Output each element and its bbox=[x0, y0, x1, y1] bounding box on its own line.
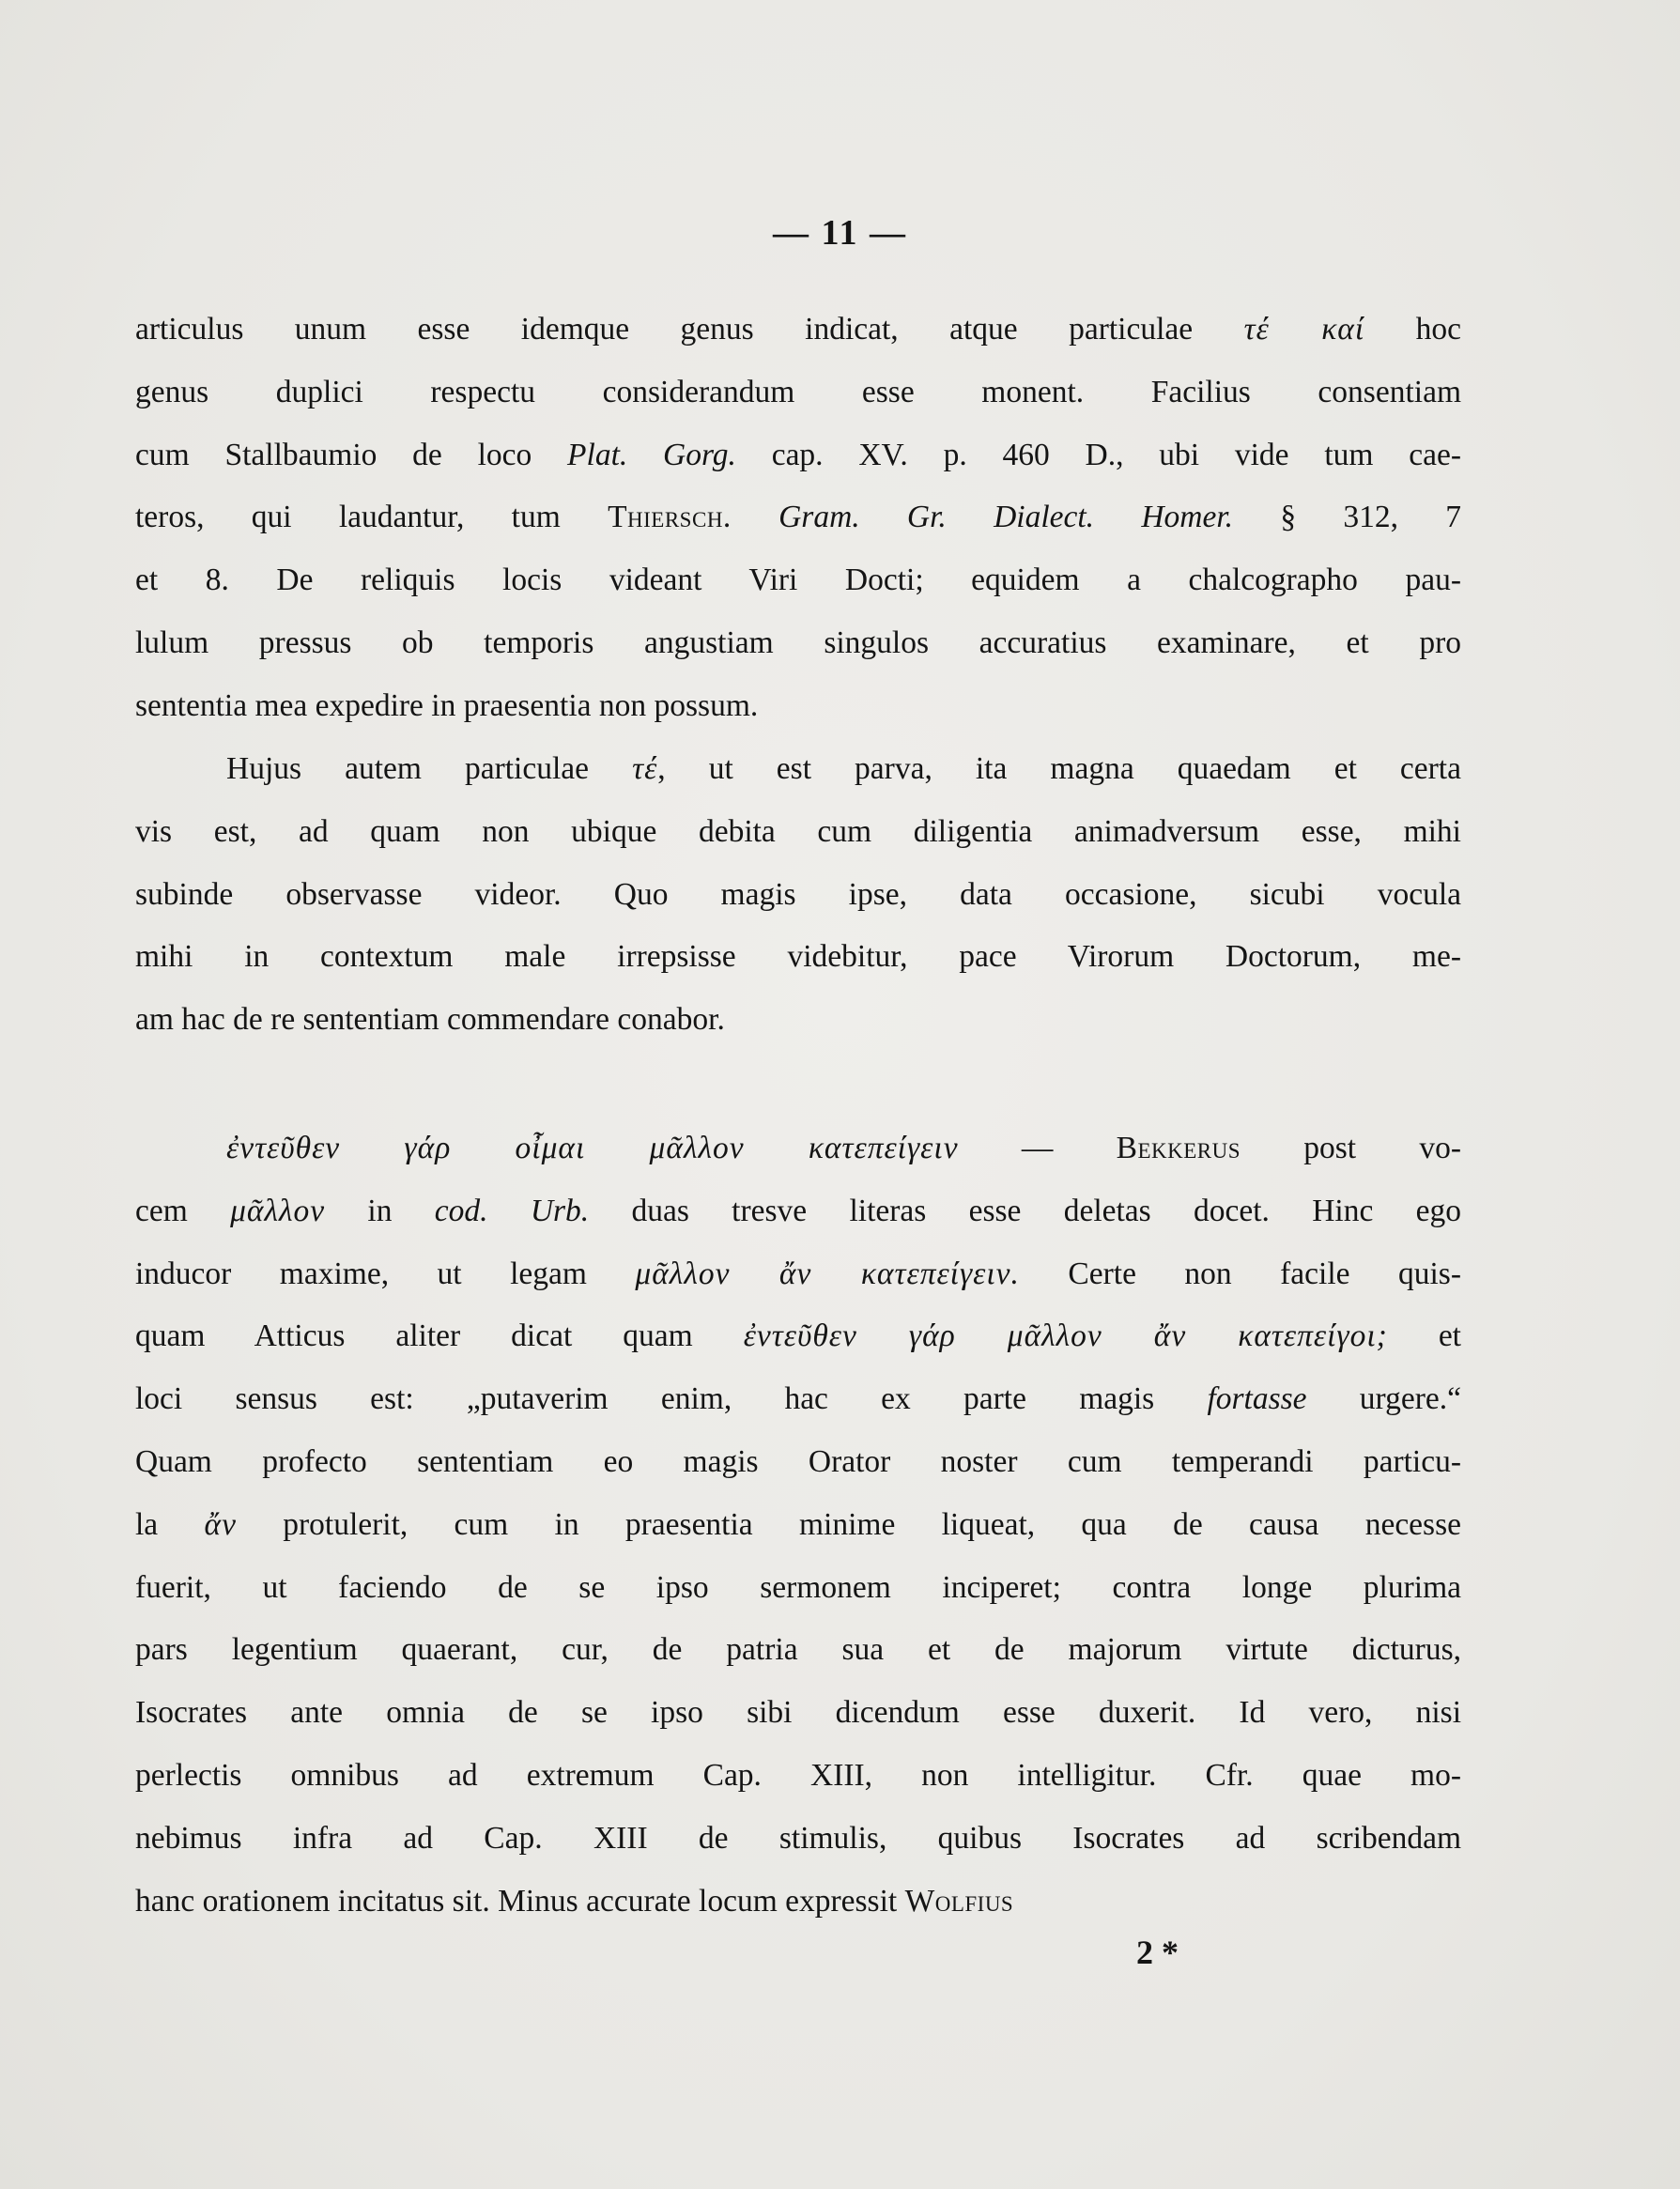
greek-text: ἐντεῦθεν γάρ μᾶλλον ἄν κατεπείγοι; bbox=[743, 1318, 1388, 1354]
text-segment: inducor maxime, ut legam bbox=[135, 1256, 636, 1291]
greek-text: ἄν bbox=[204, 1506, 237, 1542]
text-segment: cum Stallbaumio de loco bbox=[135, 437, 568, 472]
text-line bbox=[135, 801, 1461, 864]
text-segment: hanc orationem incitatus sit. Minus accurate locum expressit bbox=[135, 1883, 905, 1919]
text-segment: duas tresve literas esse deletas docet. Hinc ego bbox=[589, 1193, 1461, 1228]
text-segment: , ut est parva, ita magna quaedam et certa bbox=[657, 751, 1461, 786]
text-line bbox=[135, 549, 1461, 612]
text-segment: sententia mea expedire in praesentia non possum. bbox=[135, 687, 759, 723]
text-segment: perlectis omnibus ad extremum Cap. XIII, non intelligitur. Cfr. quae mo- bbox=[135, 1757, 1461, 1793]
text-segment: et 8. De reliquis locis videant Viri Docti; equidem a chalcographo pau- bbox=[135, 563, 1461, 598]
greek-text: ἐντεῦθεν γάρ οἶμαι μᾶλλον κατεπείγειν bbox=[226, 1131, 959, 1165]
text-line bbox=[135, 1431, 1461, 1494]
text-segment: post vo- bbox=[1241, 1131, 1462, 1165]
italic-text: fortasse bbox=[1207, 1381, 1307, 1417]
text-line bbox=[135, 1368, 1461, 1431]
text-line bbox=[135, 299, 1461, 362]
italic-text: cod. Urb. bbox=[434, 1193, 590, 1228]
text-segment: genus duplici respectu considerandum esse monent. Facilius consentiam bbox=[135, 374, 1461, 409]
text-line bbox=[135, 1682, 1461, 1745]
author-name: Thiersch. bbox=[608, 500, 732, 535]
greek-text: μᾶλλον ἄν κατεπείγειν. bbox=[635, 1256, 1020, 1291]
paragraph-1 bbox=[135, 299, 1461, 738]
text-line bbox=[135, 1745, 1461, 1808]
text-line bbox=[135, 675, 1461, 738]
text-segment: mihi in contextum male irrepsisse videbitur, pace Virorum Doctorum, me- bbox=[135, 939, 1461, 975]
page-number-header: — 11 — bbox=[773, 213, 907, 253]
text-line bbox=[135, 989, 1461, 1052]
text-line bbox=[135, 1871, 1461, 1934]
text-segment: fuerit, ut faciendo de se ipso sermonem inciperet; contra longe plurima bbox=[135, 1569, 1461, 1605]
text-segment: loci sensus est: „putaverim enim, hac ex parte magis bbox=[135, 1381, 1208, 1417]
text-segment: Certe non facile quis- bbox=[1019, 1256, 1461, 1291]
text-line bbox=[135, 864, 1461, 927]
greek-text: τέ καί bbox=[1243, 312, 1365, 347]
text-line bbox=[135, 1557, 1461, 1620]
text-line bbox=[135, 612, 1461, 675]
text-segment: subinde observasse videor. Quo magis ipse, data occasione, sicubi vocula bbox=[135, 876, 1461, 912]
text-segment: articulus unum esse idemque genus indicat, atque particulae bbox=[135, 312, 1244, 347]
text-segment: hoc bbox=[1364, 312, 1461, 347]
paragraph-3 bbox=[135, 1118, 1461, 1933]
text-segment: teros, qui laudantur, tum bbox=[135, 500, 609, 535]
signature-mark: 2 * bbox=[1136, 1934, 1179, 1971]
text-segment: am hac de re sententiam commendare conabor. bbox=[135, 1002, 725, 1038]
text-segment: et bbox=[1387, 1318, 1461, 1354]
text-segment: in bbox=[325, 1193, 435, 1228]
text-segment bbox=[732, 500, 778, 534]
text-line bbox=[135, 486, 1461, 549]
text-line bbox=[135, 1494, 1461, 1557]
text-segment: quam Atticus aliter dicat quam bbox=[135, 1318, 744, 1354]
paragraph-2 bbox=[135, 738, 1461, 1052]
greek-text: τέ bbox=[632, 751, 658, 786]
text-segment: — bbox=[958, 1131, 1117, 1165]
author-name: Bekkerus bbox=[1116, 1131, 1241, 1165]
text-segment: vis est, ad quam non ubique debita cum diligentia animadversum esse, mihi bbox=[135, 813, 1461, 849]
text-segment: lulum pressus ob temporis angustiam singulos accuratius examinare, et pro bbox=[135, 624, 1461, 660]
text-line bbox=[135, 926, 1461, 989]
text-segment: protulerit, cum in praesentia minime liqueat, qua de causa necesse bbox=[236, 1506, 1461, 1542]
text-segment: cem bbox=[135, 1193, 231, 1228]
text-segment: § 312, 7 bbox=[1233, 500, 1461, 535]
text-segment: Quam profecto sententiam eo magis Orator noster cum temperandi particu- bbox=[135, 1443, 1461, 1479]
text-segment: urgere.“ bbox=[1306, 1381, 1461, 1417]
text-segment: la bbox=[135, 1506, 205, 1542]
greek-text: μᾶλλον bbox=[230, 1193, 326, 1228]
text-segment: cap. XV. p. 460 D., ubi vide tum cae- bbox=[735, 437, 1461, 472]
italic-text: Plat. Gorg. bbox=[567, 437, 736, 472]
text-line bbox=[135, 1619, 1461, 1682]
text-line bbox=[135, 362, 1461, 424]
text-line bbox=[135, 424, 1461, 487]
italic-text: Gram. Gr. Dialect. Homer. bbox=[778, 500, 1234, 535]
text-segment: nebimus infra ad Cap. XIII de stimulis, quibus Isocrates ad scribendam bbox=[135, 1820, 1461, 1856]
text-segment: Hujus autem particulae bbox=[226, 751, 633, 786]
text-line bbox=[135, 1243, 1461, 1306]
text-line bbox=[135, 1118, 1461, 1180]
text-segment: pars legentium quaerant, cur, de patria sua et de majorum virtute dicturus, bbox=[135, 1632, 1461, 1668]
text-line bbox=[135, 738, 1461, 801]
text-segment: Isocrates ante omnia de se ipso sibi dicendum esse duxerit. Id vero, nisi bbox=[135, 1695, 1461, 1731]
text-line bbox=[135, 1305, 1461, 1368]
text-line bbox=[135, 1180, 1461, 1243]
author-name: Wolfius bbox=[904, 1883, 1014, 1919]
text-line bbox=[135, 1808, 1461, 1871]
